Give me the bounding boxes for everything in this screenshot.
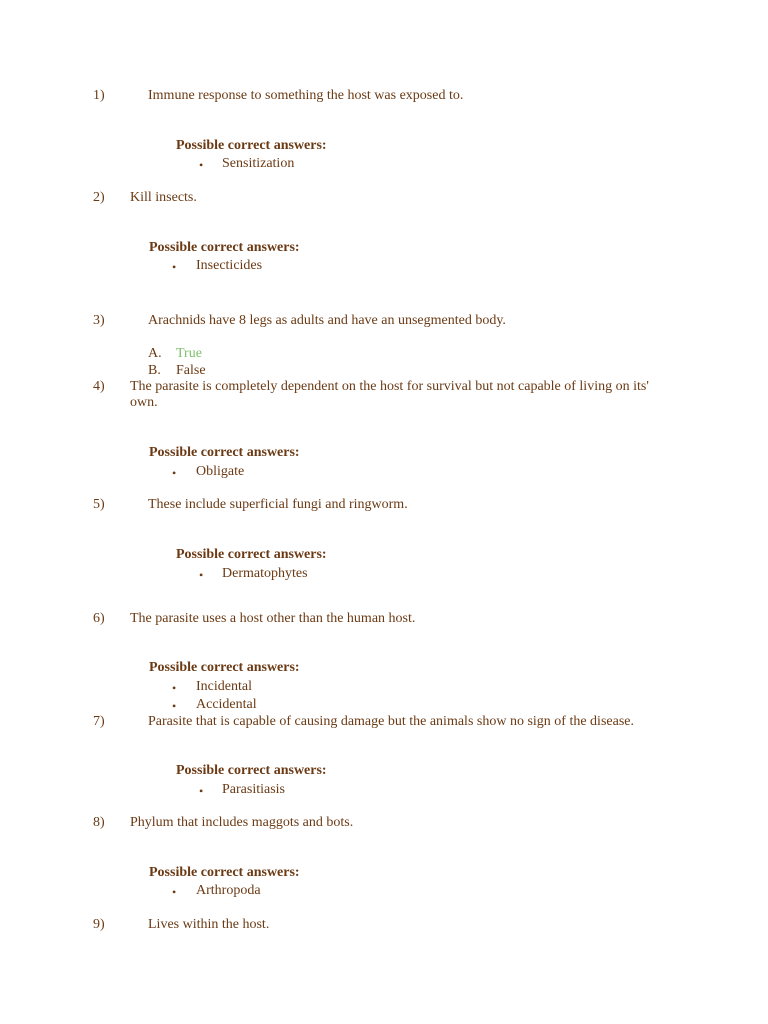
question-number: 4) — [93, 379, 105, 394]
question-number: 2) — [93, 190, 105, 205]
question-text: The parasite uses a host other than the human host. — [130, 611, 416, 626]
answer-item: Arthropoda — [196, 883, 261, 898]
answers-heading: Possible correct answers: — [149, 240, 300, 255]
question-text: Parasite that is capable of causing damage but the animals show no sign of the disease. — [148, 714, 634, 729]
question-text: Lives within the host. — [148, 917, 270, 932]
answer-item: Obligate — [196, 464, 245, 479]
question-text: Phylum that includes maggots and bots. — [130, 815, 354, 830]
question-number: 1) — [93, 88, 105, 103]
answer-item: Sensitization — [222, 156, 295, 171]
question-text: Arachnids have 8 legs as adults and have an unsegmented body. — [148, 313, 506, 328]
answers-heading: Possible correct answers: — [149, 865, 300, 880]
question-number: 7) — [93, 714, 105, 729]
choice-true: True — [176, 346, 202, 361]
bullet-icon: • — [199, 158, 204, 172]
choice-letter: B. — [148, 363, 161, 378]
bullet-icon: • — [172, 699, 177, 713]
question-text: Kill insects. — [130, 190, 197, 205]
bullet-icon: • — [172, 885, 177, 899]
answers-heading: Possible correct answers: — [149, 445, 300, 460]
answers-heading: Possible correct answers: — [149, 660, 300, 675]
question-text: The parasite is completely dependent on the host for survival but not capable of living on its' own. — [130, 379, 649, 410]
answers-heading: Possible correct answers: — [176, 547, 327, 562]
answer-item: Parasitiasis — [222, 782, 285, 797]
question-number: 8) — [93, 815, 105, 830]
answers-heading: Possible correct answers: — [176, 763, 327, 778]
bullet-icon: • — [172, 466, 177, 480]
bullet-icon: • — [172, 681, 177, 695]
answer-item: Accidental — [196, 697, 257, 712]
bullet-icon: • — [199, 784, 204, 798]
question-number: 3) — [93, 313, 105, 328]
choice-false: False — [176, 363, 206, 378]
question-text: These include superficial fungi and ringworm. — [148, 497, 408, 512]
answer-item: Incidental — [196, 679, 252, 694]
bullet-icon: • — [172, 260, 177, 274]
question-number: 9) — [93, 917, 105, 932]
question-number: 6) — [93, 611, 105, 626]
choice-letter: A. — [148, 346, 162, 361]
question-text: Immune response to something the host was exposed to. — [148, 88, 464, 103]
answer-item: Insecticides — [196, 258, 263, 273]
answer-item: Dermatophytes — [222, 566, 308, 581]
question-number: 5) — [93, 497, 105, 512]
answers-heading: Possible correct answers: — [176, 138, 327, 153]
bullet-icon: • — [199, 568, 204, 582]
